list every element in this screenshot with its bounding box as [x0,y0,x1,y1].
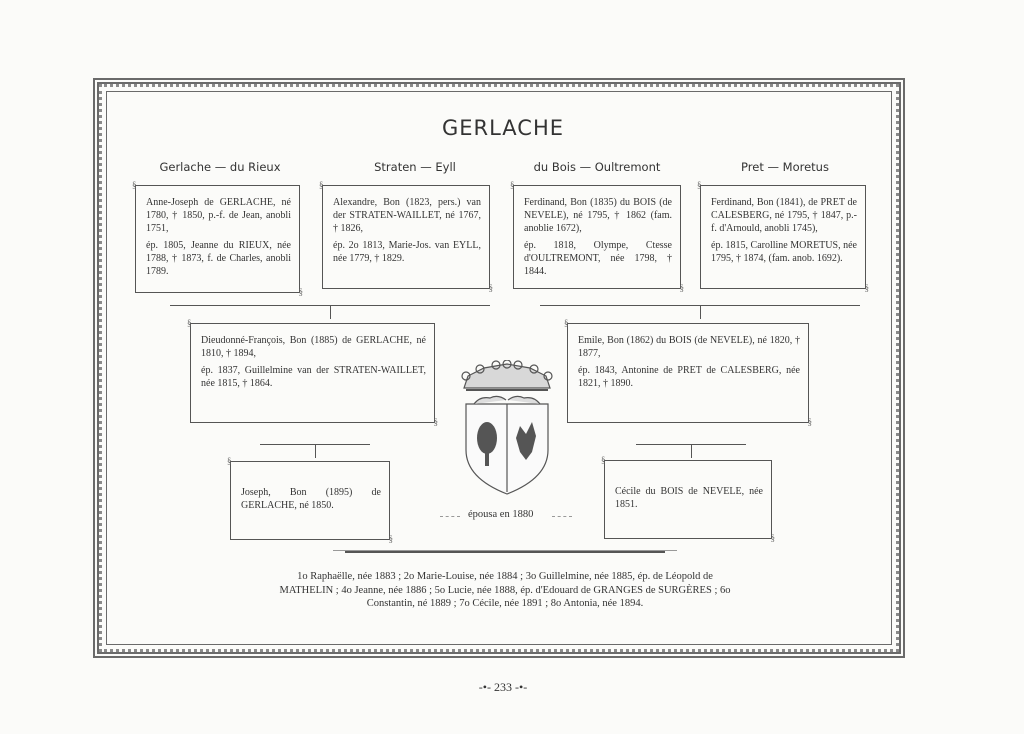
connector-bracket [170,305,490,316]
marriage-note: épousa en 1880 [468,509,534,520]
coat-of-arms-image [452,360,562,500]
marriage-ornament-left [440,516,460,517]
box-text-husband: § Anne-Joseph de GERLACHE, né 1780, † 1850, p.-f. de Jean, anobli 1751, [146,197,291,234]
box-text-person: § Cécile du BOIS de NEVELE, née 1851. [615,486,763,510]
genealogy-box-cecile [604,460,772,539]
genealogy-box-bois-oultremont [513,185,681,289]
box-text-marriage: ép. 1805, Jeanne du RIEUX, née 1788, † 1873, f. de Charles, anobli 1789. [146,240,291,277]
box-text-marriage: ép. 1818, Olympe, Ctesse d'OULTREMONT, née 1798, † 1844. [524,240,672,277]
box-text-marriage: ép. 1815, Carolline MORETUS, née 1795, † 1874, (fam. anob. 1692). [711,240,857,264]
children-list: 1o Raphaëlle, née 1883 ; 2o Marie-Louise, née 1884 ; 3o Guillelmine, née 1885, ép. de Léopold de MATHELIN ; 4o Jeanne, née 1886 ; 5o Lucie, née 1888, ép. d'Edouard de GRANGES de SURGÈRES ; 6o Constantin, né 1889 ; 7o Cécile, née 1891 ; 8o Antonia, née 1894. [279,571,731,609]
column-heading-du-bois: du Bois — Oultremont [533,160,661,174]
genealogy-box-pret-moretus [700,185,866,289]
box-text-husband: § Emile, Bon (1862) du BOIS (de NEVELE), né 1820, † 1877, [578,335,800,359]
genealogy-box-dieudonne-francois [190,323,435,423]
box-text-husband: § Ferdinand, Bon (1841), de PRET de CALESBERG, né 1795, † 1847, p.-f. d'Arnould, anobli 1745), [711,197,857,234]
column-heading-pret: Pret — Moretus [741,160,829,174]
connector-bracket [260,444,370,455]
column-heading-gerlache: Gerlache — du Rieux [159,160,281,174]
box-text-husband: § Alexandre, Bon (1823, pers.) van der STRATEN-WAILLET, né 1767, † 1826, [333,197,481,234]
marriage-ornament-right [552,516,572,517]
box-text-marriage: ép. 1837, Guillelmine van der STRATEN-WAILLET, née 1815, † 1864. [201,365,426,389]
box-text-marriage: ép. 1843, Antonine de PRET de CALESBERG, née 1821, † 1890. [578,365,800,389]
box-text-marriage: ép. 2o 1813, Marie-Jos. van EYLL, née 1779, † 1829. [333,240,481,264]
genealogy-box-emile [567,323,809,423]
section-divider [345,551,665,553]
connector-bracket [636,444,746,455]
box-text-husband: § Ferdinand, Bon (1835) du BOIS (de NEVELE), né 1795, † 1862 (fam. anoblie 1672), [524,197,672,234]
connector-bracket [540,305,860,316]
box-text-person: § Joseph, Bon (1895) de GERLACHE, né 1850. [241,487,381,511]
genealogy-box-gerlache-rieux [135,185,300,293]
page-number-value: -•- 233 -•- [478,680,528,694]
page-number [0,680,1006,695]
page-title: GERLACHE [441,116,565,140]
column-heading-straten: Straten — Eyll [374,160,456,174]
genealogy-box-straten-eyll [322,185,490,289]
genealogy-box-joseph [230,461,390,540]
box-text-husband: § Dieudonné-François, Bon (1885) de GERLACHE, né 1810, † 1894, [201,335,426,359]
